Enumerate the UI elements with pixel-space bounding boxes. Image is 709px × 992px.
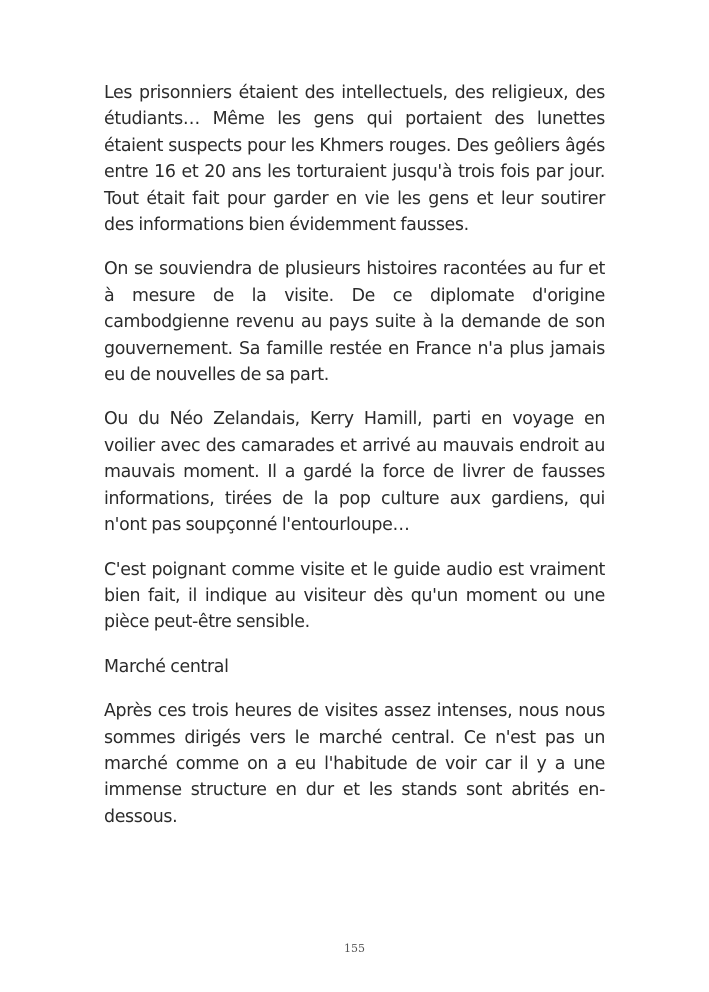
paragraph: Après ces trois heures de visites assez intenses, nous nous sommes dirigés vers le marché central. Ce n'est pas un marché comme on a eu l'habitude de voir car il y a une immense structure en dur et les stands sont abrités en-dessous. <box>104 701 605 827</box>
page-number: 155 <box>344 942 365 955</box>
paragraph: C'est poignant comme visite et le guide audio est vraiment bien fait, il indique au visiteur dès qu'un moment ou une pièce peut-être sensible. <box>104 559 605 633</box>
body-text <box>104 80 605 848</box>
section-heading: Marché central <box>104 656 229 677</box>
paragraph: Ou du Néo Zelandais, Kerry Hamill, parti en voyage en voilier avec des camarades et arrivé au mauvais endroit au mauvais moment. Il a gardé la force de livrer de fausses informations, tirées de la pop culture aux gardiens, qui n'ont pas soupçonné l'entourloupe… <box>104 409 605 536</box>
paragraph: Les prisonniers étaient des intellectuels, des religieux, des étudiants… Même les gens qui portaient des lunettes étaient suspects pour les Khmers rouges. Des geôliers âgés entre 16 et 20 ans les torturaient jusqu'à trois fois par jour. Tout était fait pour garder en vie les gens et leur soutirer des informations bien évidemment fausses. <box>104 83 605 236</box>
paragraph: On se souviendra de plusieurs histoires racontées au fur et à mesure de la visite. De ce diplomate d'origine cambodgienne revenu au pays suite à la demande de son gouvernement. Sa famille restée en France n'a plus jamais eu de nouvelles de sa part. <box>104 259 605 386</box>
